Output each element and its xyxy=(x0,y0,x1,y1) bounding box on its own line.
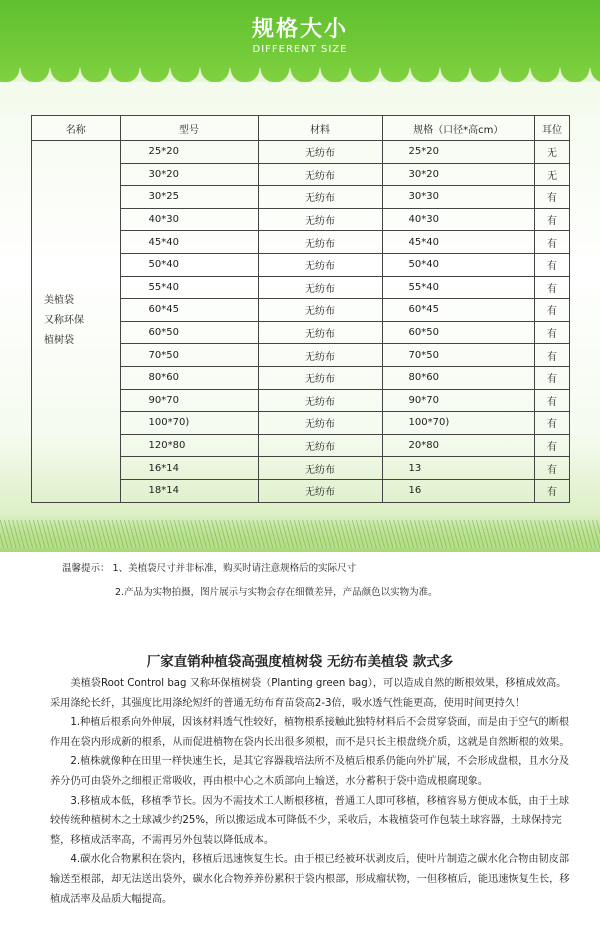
model-cell: 25*20 xyxy=(120,141,258,164)
tip-line-2: 2.产品为实物拍摄，图片展示与实物会存在细微差异，产品颜色以实物为准。 xyxy=(115,587,438,598)
material-cell: 无纺布 xyxy=(258,208,382,231)
grass-decoration xyxy=(0,520,600,548)
material-cell: 无纺布 xyxy=(258,231,382,254)
material-cell: 无纺布 xyxy=(258,321,382,344)
header-name: 名称 xyxy=(32,116,121,141)
material-cell: 无纺布 xyxy=(258,434,382,457)
model-cell: 30*25 xyxy=(120,186,258,209)
size-cell: 80*60 xyxy=(382,366,534,389)
material-cell: 无纺布 xyxy=(258,389,382,412)
model-cell: 18*14 xyxy=(120,479,258,502)
product-name-cell xyxy=(32,141,121,503)
ear-cell: 有 xyxy=(534,321,569,344)
header-ear: 耳位 xyxy=(534,116,569,141)
banner-title: 规格大小 xyxy=(251,17,348,42)
model-cell: 60*45 xyxy=(120,299,258,322)
article-title: 厂家直销种植袋高强度植树袋 无纺布美植袋 款式多 xyxy=(146,654,454,670)
ear-cell: 有 xyxy=(534,412,569,435)
model-cell: 120*80 xyxy=(120,434,258,457)
model-cell: 90*70 xyxy=(120,389,258,412)
model-cell: 30*20 xyxy=(120,163,258,186)
model-cell: 50*40 xyxy=(120,253,258,276)
size-cell: 13 xyxy=(382,457,534,480)
size-cell: 45*40 xyxy=(382,231,534,254)
size-cell: 60*45 xyxy=(382,299,534,322)
ear-cell: 有 xyxy=(534,231,569,254)
article-body xyxy=(50,674,575,909)
size-cell: 30*30 xyxy=(382,186,534,209)
ear-cell: 有 xyxy=(534,208,569,231)
size-cell: 25*20 xyxy=(382,141,534,164)
size-cell: 70*50 xyxy=(382,344,534,367)
header-size: 规格（口径*高cm） xyxy=(382,116,534,141)
banner-wave-decoration xyxy=(0,68,600,82)
article-paragraph: 美植袋Root Control bag 又称环保植树袋（Planting green bag），可以造成自然的断根效果，移植成效高。采用涤纶长纤，其强度比用涤纶短纤的普通无纺布育苗袋高2-3倍，吸水透气性能更高，使用时间更持久！ xyxy=(50,678,567,709)
spec-table xyxy=(31,115,570,503)
ear-cell: 无 xyxy=(534,141,569,164)
spec-table-body xyxy=(32,141,570,503)
size-cell: 20*80 xyxy=(382,434,534,457)
model-cell: 40*30 xyxy=(120,208,258,231)
model-cell: 80*60 xyxy=(120,366,258,389)
size-cell: 55*40 xyxy=(382,276,534,299)
table-row xyxy=(32,141,570,164)
ear-cell: 有 xyxy=(534,344,569,367)
size-cell: 16 xyxy=(382,479,534,502)
model-cell: 55*40 xyxy=(120,276,258,299)
product-name-line: 美植袋 xyxy=(44,295,74,307)
ear-cell: 有 xyxy=(534,253,569,276)
ear-cell: 有 xyxy=(534,299,569,322)
material-cell: 无纺布 xyxy=(258,479,382,502)
ear-cell: 无 xyxy=(534,163,569,186)
ear-cell: 有 xyxy=(534,366,569,389)
model-cell: 100*70) xyxy=(120,412,258,435)
tips-block xyxy=(62,557,438,605)
material-cell: 无纺布 xyxy=(258,344,382,367)
product-name-line: 植树袋 xyxy=(44,335,74,347)
material-cell: 无纺布 xyxy=(258,412,382,435)
ear-cell: 有 xyxy=(534,479,569,502)
header-banner xyxy=(0,0,600,82)
size-cell: 100*70) xyxy=(382,412,534,435)
size-cell: 60*50 xyxy=(382,321,534,344)
spec-table-header-row xyxy=(32,116,570,141)
model-cell: 60*50 xyxy=(120,321,258,344)
product-name-line: 又称环保 xyxy=(44,315,84,327)
article-paragraph: 2.植株就像种在田里一样快速生长，是其它容器栽培法所不及植后根系仍能向外扩展，不会形成盘根，且水分及养分仍可由袋外之细根正常吸收，再由根中心之木质部向上输送，水分蓄积于袋中造成根腐现象。 xyxy=(50,756,570,787)
ear-cell: 有 xyxy=(534,276,569,299)
model-cell: 70*50 xyxy=(120,344,258,367)
material-cell: 无纺布 xyxy=(258,253,382,276)
material-cell: 无纺布 xyxy=(258,186,382,209)
ear-cell: 有 xyxy=(534,434,569,457)
size-cell: 50*40 xyxy=(382,253,534,276)
model-cell: 45*40 xyxy=(120,231,258,254)
material-cell: 无纺布 xyxy=(258,299,382,322)
header-material: 材料 xyxy=(258,116,382,141)
size-cell: 40*30 xyxy=(382,208,534,231)
ear-cell: 有 xyxy=(534,186,569,209)
tip-line-1: 温馨提示： 1、美植袋尺寸并非标准，购买时请注意规格后的实际尺寸 xyxy=(62,563,357,574)
article-paragraph: 1.种植后根系向外伸展，因该材料透气性较好，植物根系接触此独特材料后不会贯穿袋面，而是由于空气的断根作用在袋内形成新的根系，从而促进植物在袋内长出很多须根，而不是只长主根盘绕介质，这就是自然断根的效果。 xyxy=(50,717,570,748)
material-cell: 无纺布 xyxy=(258,366,382,389)
size-cell: 30*20 xyxy=(382,163,534,186)
ear-cell: 有 xyxy=(534,457,569,480)
material-cell: 无纺布 xyxy=(258,457,382,480)
material-cell: 无纺布 xyxy=(258,163,382,186)
material-cell: 无纺布 xyxy=(258,276,382,299)
model-cell: 16*14 xyxy=(120,457,258,480)
article-paragraph: 4.碳水化合物累积在袋内，移植后迅速恢复生长。由于根已经被环状剥皮后，使叶片制造之碳水化合物由韧皮部输送至根部，却无法送出袋外，碳水化合物养养份累积于袋内根部，形成瘤状物，一但移植后，能迅速恢复生长，移植成活率及品质大幅提高。 xyxy=(50,854,570,905)
material-cell: 无纺布 xyxy=(258,141,382,164)
banner-subtitle: DIFFERENT SIZE xyxy=(252,44,348,55)
header-model: 型号 xyxy=(120,116,258,141)
article-paragraph: 3.移植成本低，移植季节长。因为不需技术工人断根移植，普通工人即可移植，移植容易方便成本低，由于土球较传统种植树木之土球减少约25%，所以搬运成本可降低不少，采收后，本栽植袋可作包装土球容器，土球保持完整，移植成活率高，不需再另外包装以降低成本。 xyxy=(50,795,570,846)
ear-cell: 有 xyxy=(534,389,569,412)
size-cell: 90*70 xyxy=(382,389,534,412)
